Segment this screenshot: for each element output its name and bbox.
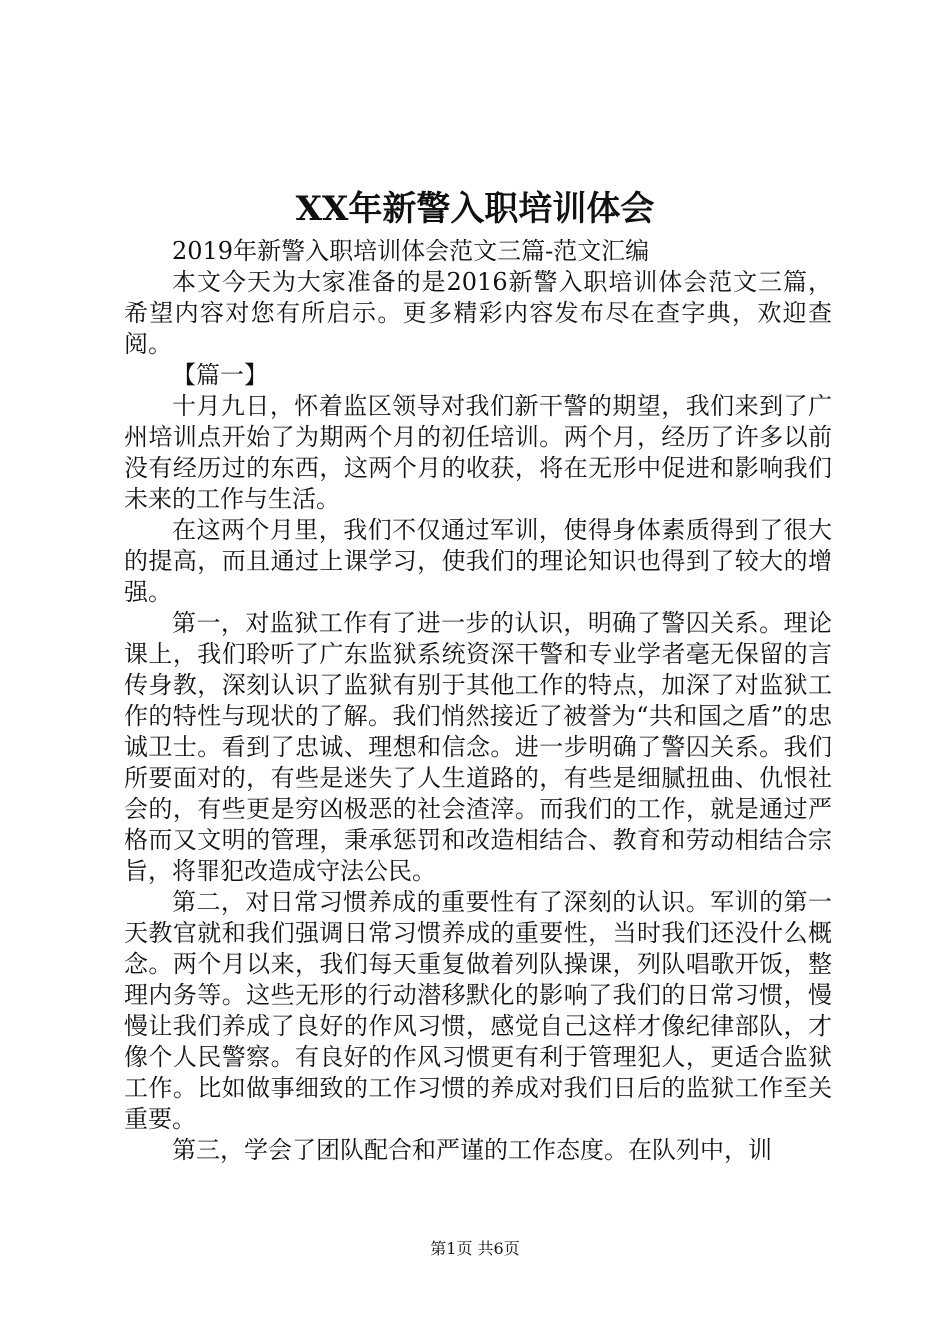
document-title: XX年新警入职培训体会 [295, 189, 655, 229]
page-footer: 第1页 共6页 [430, 1239, 520, 1258]
body-paragraph: 第二，对日常习惯养成的重要性有了深刻的认识。军训的第一天教官就和我们强调日常习惯养成的重要性，当时我们还没什么概念。两个月以来，我们每天重复做着列队操课，列队唱歌开饭，整理内务等。这些无形的行动潜移默化的影响了我们的日常习惯，慢慢让我们养成了良好的作风习惯，感觉自己这样才像纪律部队，才像个人民警察。有良好的作风习惯更有利于管理犯人，更适合监狱工作。比如做事细致的工作习惯的养成对我们日后的监狱工作至关重要。 [124, 888, 832, 1133]
body-paragraph: 第三，学会了团队配合和严谨的工作态度。在队列中，训 [172, 1136, 772, 1164]
body-paragraph: 十月九日，怀着监区领导对我们新干警的期望，我们来到了广州培训点开始了为期两个月的初任培训。两个月，经历了许多以前没有经历过的东西，这两个月的收获，将在无形中促进和影响我们未来的工作与生活。 [124, 392, 832, 513]
subtitle-paragraph: 2019年新警入职培训体会范文三篇-范文汇编 [172, 237, 650, 265]
document-body [124, 236, 832, 1166]
intro-paragraph: 本文今天为大家准备的是2016新警入职培训体会范文三篇，希望内容对您有所启示。更多精彩内容发布尽在查字典，欢迎查阅。 [124, 268, 832, 358]
section-heading: 【篇一】 [172, 361, 268, 389]
body-paragraph: 第一，对监狱工作有了进一步的认识，明确了警囚关系。理论课上，我们聆听了广东监狱系统资深干警和专业学者毫无保留的言传身教，深刻认识了监狱有别于其他工作的特点，加深了对监狱工作的特性与现状的了解。我们悄然接近了被誉为“共和国之盾”的忠诚卫士。看到了忠诚、理想和信念。进一步明确了警囚关系。我们所要面对的，有些是迷失了人生道路的，有些是细腻扭曲、仇恨社会的，有些更是穷凶极恶的社会渣滓。而我们的工作，就是通过严格而又文明的管理，秉承惩罚和改造相结合、教育和劳动相结合宗旨，将罪犯改造成守法公民。 [124, 609, 832, 885]
body-paragraph: 在这两个月里，我们不仅通过军训，使得身体素质得到了很大的提高，而且通过上课学习，使我们的理论知识也得到了较大的增强。 [124, 516, 832, 606]
